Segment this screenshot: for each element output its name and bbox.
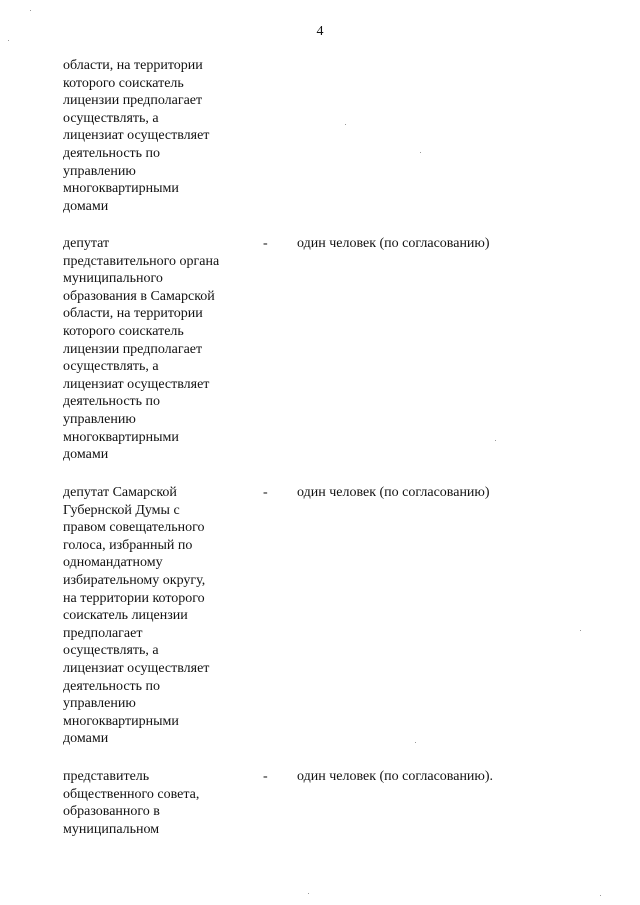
dash-separator: -: [263, 236, 268, 251]
member-description: представитель общественного совета, образованного в муниципальном: [63, 769, 200, 837]
scan-speck: [420, 152, 421, 153]
scan-speck: [308, 893, 309, 894]
scan-speck: [415, 742, 416, 743]
scan-speck: [580, 630, 581, 631]
dash-separator: -: [263, 485, 268, 500]
scan-speck: [495, 440, 496, 441]
scan-speck: [345, 124, 346, 125]
member-count: один человек (по согласованию): [297, 236, 490, 251]
member-count: один человек (по согласованию): [297, 485, 490, 500]
member-count: один человек (по согласованию).: [297, 769, 494, 784]
scan-speck: [600, 895, 601, 896]
page-number: 4: [316, 24, 324, 39]
scan-speck: [30, 10, 31, 11]
dash-separator: -: [263, 769, 268, 784]
member-description: области, на территории которого соискатель лицензии предполагает осуществлять, а лицензиат осуществляет деятельность по управлению многоквартирными домами: [63, 58, 210, 214]
scan-speck: [8, 40, 9, 41]
member-description: депутат Самарской Губернской Думы с правом совещательного голоса, избранный по одномандатному избирательному округу, на территории которого соискатель лицензии предполагает осуществлять, а лицензиат осуществляет деятельность по управлению многоквартирными домами: [63, 485, 210, 747]
member-description: депутат представительного органа муниципального образования в Самарской области, на территории которого соискатель лицензии предполагает осуществлять, а лицензиат осуществляет деятельность по управлению многоквартирными домами: [63, 236, 220, 463]
